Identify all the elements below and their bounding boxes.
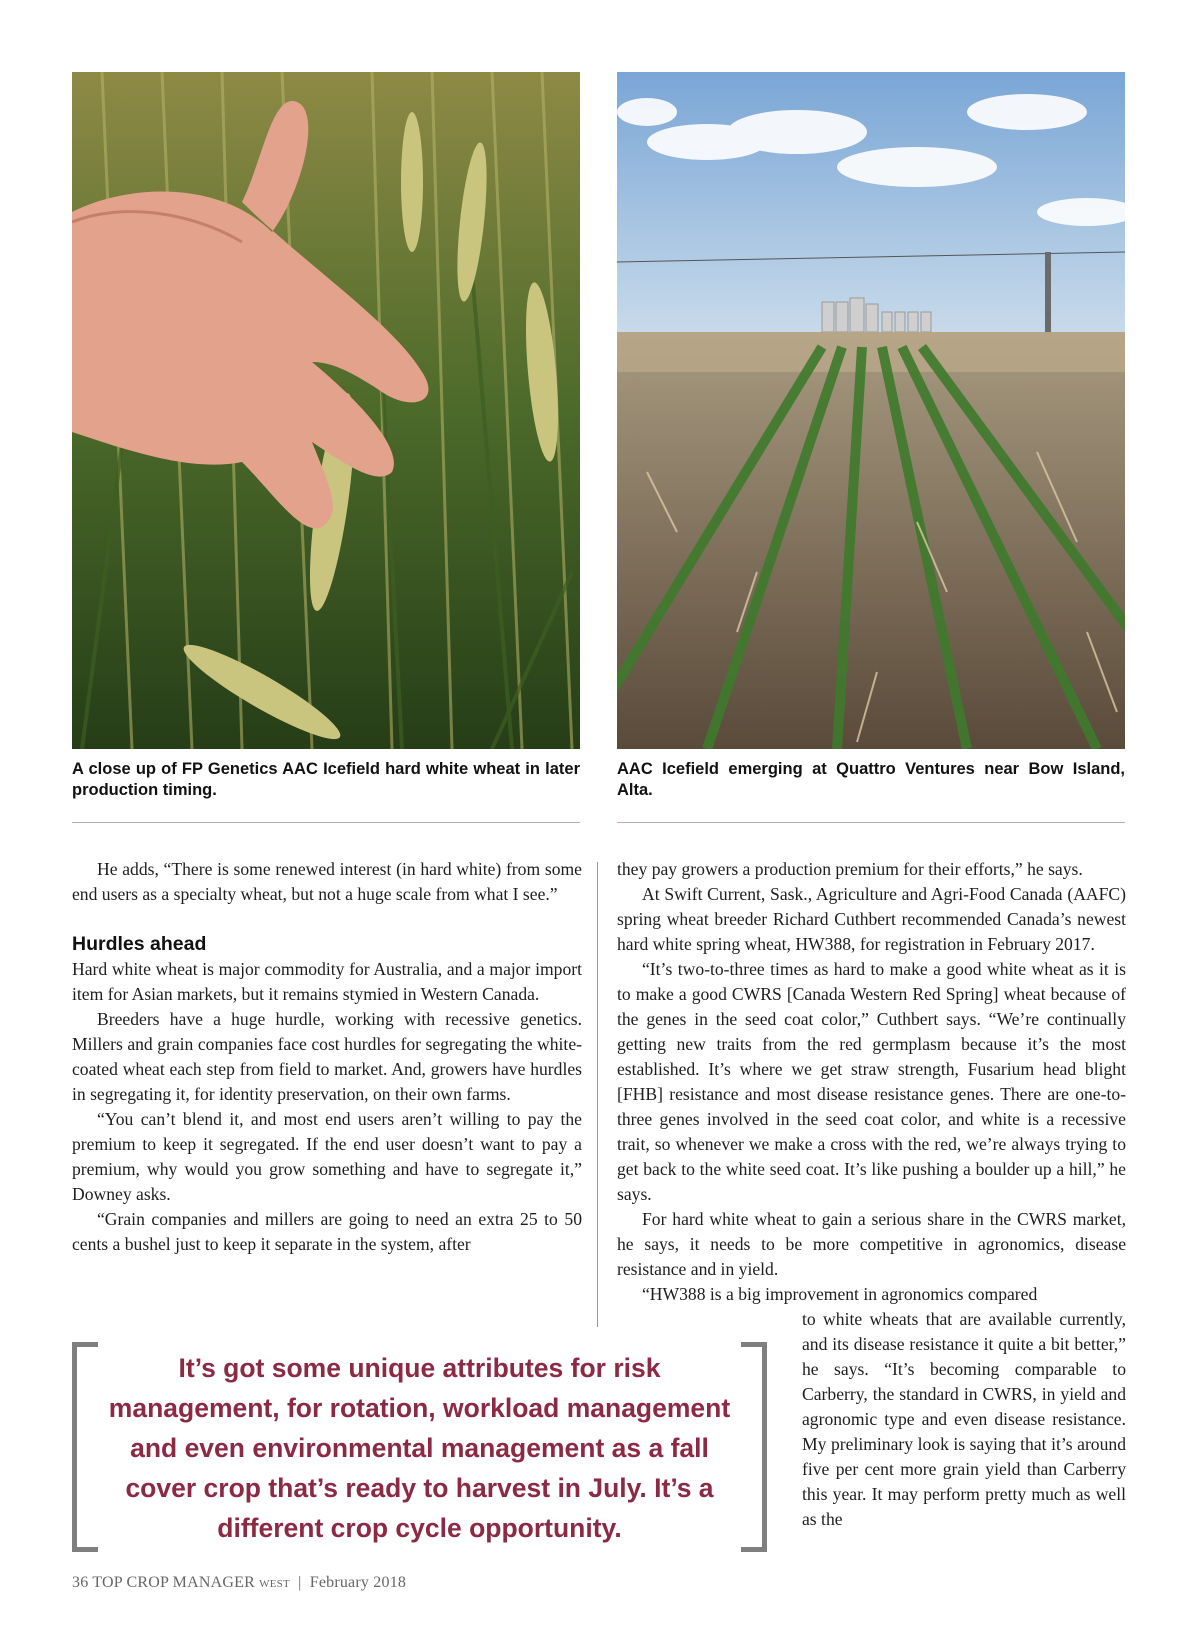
footer-separator: |: [298, 1574, 302, 1591]
paragraph: they pay growers a production premium for their efforts,” he says.: [617, 859, 1083, 879]
article-column-right: [617, 857, 1126, 1307]
right-bracket-icon: [741, 1342, 767, 1552]
photo-caption-left: A close up of FP Genetics AAC Icefield hard white wheat in later production timing.: [72, 760, 580, 799]
pull-quote: [72, 1342, 767, 1552]
paragraph: “Grain companies and millers are going to need an extra 25 to 50 cents a bushel just to keep it separate in the system, after: [72, 1209, 582, 1254]
paragraph: For hard white wheat to gain a serious share in the CWRS market, he says, it needs to be more competitive in agronomics, disease resistance and in yield.: [617, 1209, 1126, 1279]
paragraph: At Swift Current, Sask., Agriculture and Agri-Food Canada (AAFC) spring wheat breeder Richard Cuthbert recommended Canada’s newest hard white spring wheat, HW388, for registration in February 2017.: [617, 884, 1126, 954]
paragraph: “HW388 is a big improvement in agronomics compared: [642, 1284, 1038, 1304]
caption-rule-right: [617, 822, 1125, 823]
article-column-left: [72, 857, 582, 1257]
left-bracket-icon: [72, 1342, 98, 1552]
caption-rule-left: [72, 822, 580, 823]
field-emergence-photo: [617, 72, 1125, 749]
paragraph: Breeders have a huge hurdle, working with recessive genetics. Millers and grain companies face cost hurdles for segregating the white-coated wheat each step from field to market. And, growers have hurdles in segregating it, for identity preservation, on their own farms.: [72, 1009, 582, 1104]
field-elevator-photo-icon: [617, 72, 1125, 749]
issue-date: February 2018: [309, 1574, 407, 1591]
paragraph: He adds, “There is some renewed interest (in hard white) from some end users as a specialty wheat, but not a huge scale from what I see.”: [72, 859, 582, 904]
wheat-hand-photo-icon: [72, 72, 580, 749]
magazine-name: TOP CROP MANAGER: [92, 1574, 255, 1591]
paragraph: “You can’t blend it, and most end users aren’t willing to pay the premium to keep it segregated. If the end user doesn’t want to pay a premium, why would you grow something and have to segregate it,” Downey asks.: [72, 1109, 582, 1204]
magazine-edition: WEST: [259, 1578, 290, 1590]
page-number: 36: [72, 1574, 89, 1591]
article-column-right-narrow: [802, 1307, 1126, 1532]
subheading-hurdles-ahead: Hurdles ahead: [72, 933, 207, 955]
column-divider: [597, 862, 598, 1327]
photo-caption-right: AAC Icefield emerging at Quattro Ventures near Bow Island, Alta.: [617, 760, 1125, 799]
pull-quote-text: It’s got some unique attributes for risk management, for rotation, workload management and even environmental management as a fall cover crop that’s ready to harvest in July. It’s a different crop cycle opportunity.: [108, 1353, 731, 1543]
paragraph: Hard white wheat is major commodity for Australia, and a major import item for Asian markets, but it remains stymied in Western Canada.: [72, 959, 582, 1004]
page-footer: [72, 1574, 406, 1592]
paragraph: to white wheats that are available currently, and its disease resistance it quite a bit better,” he says. “It’s becoming comparable to Carberry, the standard in CWRS, in yield and agronomic type and even disease resistance. My preliminary look is saying that it’s around five per cent more grain yield than Carberry this year. It may perform pretty much as well as the: [802, 1309, 1126, 1529]
wheat-closeup-photo: [72, 72, 580, 749]
paragraph: “It’s two-to-three times as hard to make a good white wheat as it is to make a good CWRS [Canada Western Red Spring] wheat because of the genes in the seed coat color,” Cuthbert says. “We’re continually getting new traits from the red germplasm because it’s the most established. It’s where we get straw strength, Fusarium head blight [FHB] resistance and most disease resistance genes. There are one-to-three genes involved in the seed coat color, and white is a recessive trait, so whenever we make a cross with the red, we’re always trying to get back to the white seed coat. It’s like pushing a boulder up a hill,” he says.: [617, 959, 1126, 1204]
